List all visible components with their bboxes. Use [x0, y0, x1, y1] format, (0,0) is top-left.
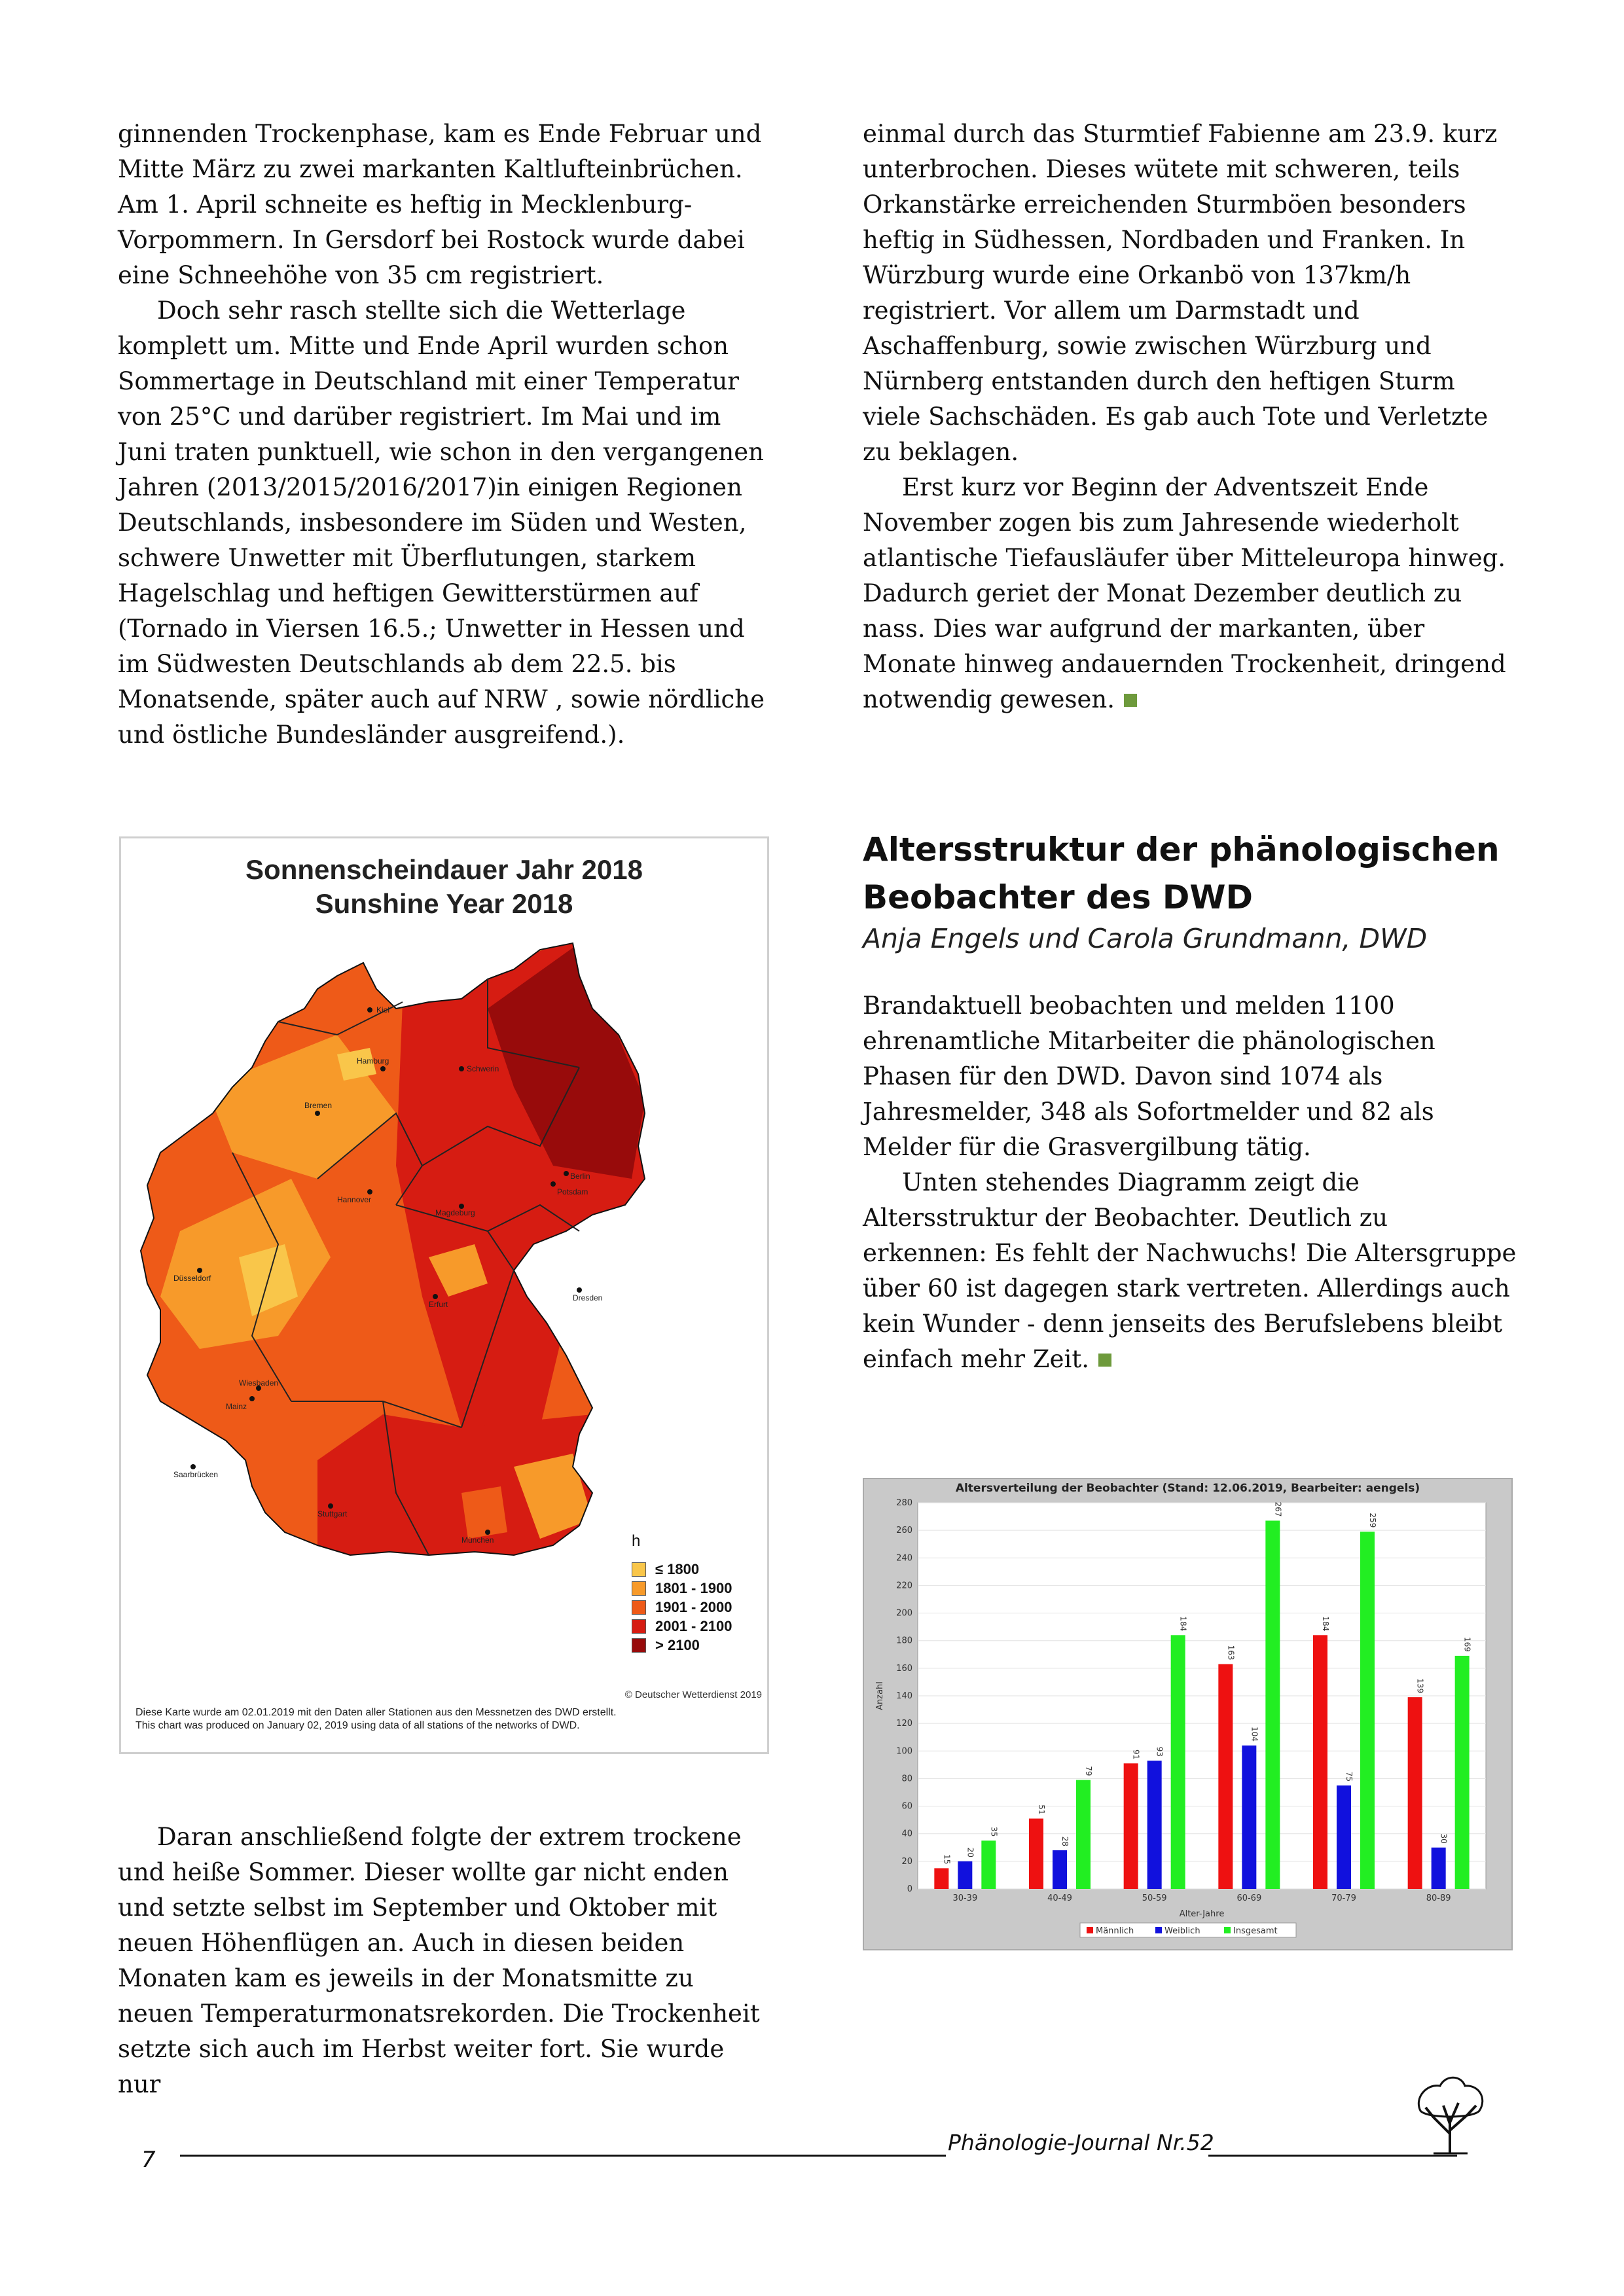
legend-swatch: [632, 1638, 646, 1653]
city-dot: [433, 1294, 438, 1299]
legend-label: Weiblich: [1164, 1926, 1200, 1936]
legend-swatch: [632, 1581, 646, 1596]
legend-item: [632, 1598, 732, 1617]
sunshine-map-figure: [119, 836, 769, 1754]
legend-label: 1801 - 1900: [655, 1579, 732, 1596]
x-axis-label: Alter-Jahre: [1179, 1909, 1225, 1919]
bar-männlich: [1313, 1635, 1327, 1889]
legend-label: Männlich: [1096, 1926, 1134, 1936]
age-distribution-chart: [863, 1478, 1513, 1950]
city-label: München: [461, 1535, 494, 1545]
city-dot: [367, 1007, 372, 1013]
city-label: Dresden: [573, 1293, 603, 1302]
y-tick-label: 60: [901, 1801, 912, 1812]
y-tick-label: 120: [896, 1719, 912, 1729]
city-label: Mainz: [226, 1402, 247, 1411]
bar-value-label: 28: [1060, 1836, 1070, 1846]
bar-value-label: 79: [1084, 1766, 1093, 1776]
bar-value-label: 75: [1344, 1771, 1354, 1782]
bar-value-label: 20: [965, 1847, 975, 1857]
x-tick-label: 30-39: [952, 1893, 978, 1903]
bar-männlich: [1124, 1763, 1138, 1889]
y-tick-label: 80: [901, 1774, 912, 1784]
legend-item: [632, 1560, 732, 1579]
journal-name: Phänologie-Journal Nr.52: [948, 2130, 1214, 2155]
bar-value-label: 104: [1250, 1726, 1259, 1742]
map-note-en: This chart was produced on January 02, 2019 using data of all stations of the networks of DWD.: [135, 1720, 580, 1731]
city-label: Hannover: [337, 1195, 372, 1204]
bar-insgesamt: [981, 1840, 996, 1889]
bar-value-label: 259: [1368, 1513, 1377, 1528]
bar-value-label: 184: [1321, 1616, 1330, 1632]
paragraph-text: Unten stehendes Diagramm zeigt die Altersstruktur der Beobachter. Deutlich zu erkennen: Es fehlt der Nachwuchs! Die Altersgruppe über 60 ist dagegen stark vertreten. Allerdings auch kein Wunder - denn jenseits des Berufslebens bleibt einfach mehr Zeit.: [863, 1168, 1517, 1373]
bar-weiblich: [1432, 1848, 1446, 1889]
right-column-top: [863, 117, 1517, 717]
tree-icon: [1407, 2072, 1492, 2157]
city-dot: [190, 1464, 196, 1469]
bar-value-label: 15: [942, 1854, 952, 1865]
article-authors: Anja Engels und Carola Grundmann, DWD: [863, 923, 1428, 954]
city-dot: [550, 1181, 556, 1187]
bar-chart-svg: [864, 1479, 1511, 1949]
end-mark-icon: [1098, 1354, 1111, 1367]
city-label: Berlin: [570, 1172, 590, 1181]
y-tick-label: 200: [896, 1608, 912, 1619]
legend-label: 1901 - 2000: [655, 1598, 732, 1615]
bar-value-label: 93: [1155, 1746, 1164, 1757]
bar-insgesamt: [1171, 1635, 1185, 1889]
paragraph: [863, 1165, 1517, 1377]
bar-value-label: 35: [989, 1826, 999, 1837]
bar-value-label: 267: [1273, 1501, 1283, 1517]
bar-weiblich: [1337, 1785, 1351, 1889]
chart-legend: [1080, 1923, 1296, 1937]
bar-insgesamt: [1076, 1780, 1091, 1889]
city-label: Hamburg: [357, 1056, 389, 1066]
bar-insgesamt: [1265, 1520, 1280, 1889]
bar-value-label: 163: [1226, 1645, 1236, 1660]
city-dot: [380, 1066, 386, 1071]
legend-swatch: [632, 1600, 646, 1615]
x-tick-label: 80-89: [1426, 1893, 1451, 1903]
legend-label: > 2100: [655, 1636, 700, 1653]
paragraph: ginnenden Trockenphase, kam es Ende Februar und Mitte März zu zwei markanten Kaltlufteinbrüchen. Am 1. April schneite es heftig in Mecklenburg-Vorpommern. In Gersdorf bei Rostock wurde dabei eine Schneehöhe von 35 cm registriert.: [118, 120, 762, 289]
end-mark-icon: [1124, 694, 1137, 707]
city-dot: [564, 1171, 569, 1176]
footer-rule-left: [180, 2155, 946, 2157]
paragraph: einmal durch das Sturmtief Fabienne am 23.9. kurz unterbrochen. Dieses wütete mit schweren, teils Orkanstärke erreichenden Sturmböen besonders heftig in Südhessen, Nordbaden und Franken. In Würzburg wurde eine Orkanbö von 137km/h registriert. Vor allem um Darmstadt und Aschaffenburg, sowie zwischen Würzburg und Nürnberg entstanden durch den heftigen Sturm viele Sachschäden. Es gab auch Tote und Verletzte zu beklagen.: [863, 120, 1498, 466]
paragraph: [863, 470, 1517, 717]
y-tick-label: 180: [896, 1636, 912, 1646]
city-label: Magdeburg: [435, 1208, 475, 1217]
map-note-de: Diese Karte wurde am 02.01.2019 mit den Daten aller Stationen aus den Messnetzen des DWD erstellt.: [135, 1707, 617, 1718]
bar-insgesamt: [1455, 1656, 1470, 1889]
map-title-en: Sunshine Year 2018: [315, 888, 573, 919]
page-number: 7: [141, 2147, 156, 2173]
paragraph: Daran anschließend folgte der extrem trockene und heiße Sommer. Dieser wollte gar nicht enden und setzte selbst im September und Oktober mit neuen Höhenflügen an. Auch in diesen beiden Monaten kam es jeweils in der Monatsmitte zu neuen Temperaturmonatsrekorden. Die Trockenheit setzte sich auch im Herbst weiter fort. Sie wurde nur: [118, 1823, 760, 2098]
legend-label: ≤ 1800: [655, 1560, 700, 1577]
map-legend: [632, 1532, 732, 1655]
bar-weiblich: [1242, 1746, 1256, 1889]
legend-item: [632, 1579, 732, 1598]
bar-value-label: 169: [1462, 1636, 1472, 1652]
legend-item: [632, 1636, 732, 1655]
bar-weiblich: [1147, 1761, 1162, 1889]
chart-title: Altersverteilung der Beobachter (Stand: 12.06.2019, Bearbeiter: aengels): [955, 1482, 1420, 1495]
paragraph: Brandaktuell beobachten und melden 1100 ehrenamtliche Mitarbeiter die phänologischen Phasen für den DWD. Davon sind 1074 als Jahresmelder, 348 als Sofortmelder und 82 als Melder für die Grasvergilbung tätig.: [863, 992, 1435, 1161]
y-tick-label: 100: [896, 1746, 912, 1757]
y-tick-label: 40: [901, 1829, 912, 1839]
legend-swatch: [632, 1619, 646, 1634]
article-body: [863, 988, 1517, 1377]
bar-value-label: 91: [1131, 1749, 1141, 1760]
city-dot: [367, 1189, 372, 1194]
bar-value-label: 30: [1439, 1833, 1449, 1844]
left-column-top: [118, 117, 772, 753]
bar-value-label: 184: [1178, 1616, 1188, 1632]
x-tick-label: 70-79: [1331, 1893, 1356, 1903]
y-axis-label: Anzahl: [875, 1681, 885, 1710]
bar-männlich: [1218, 1664, 1233, 1889]
bar-value-label: 51: [1037, 1804, 1046, 1815]
city-dot: [459, 1066, 464, 1071]
city-label: Wiesbaden: [239, 1378, 279, 1388]
bar-weiblich: [1053, 1850, 1067, 1889]
legend-unit: h: [632, 1532, 641, 1550]
y-tick-label: 0: [907, 1884, 912, 1894]
map-copyright: © Deutscher Wetterdienst 2019: [624, 1689, 762, 1700]
legend-swatch: [1087, 1927, 1093, 1933]
legend-swatch: [632, 1562, 646, 1577]
legend-item: [632, 1617, 732, 1636]
x-tick-label: 50-59: [1142, 1893, 1167, 1903]
bar-insgesamt: [1360, 1532, 1375, 1889]
paragraph: Doch sehr rasch stellte sich die Wetterlage komplett um. Mitte und Ende April wurden schon Sommertage in Deutschland mit einer Temperatur von 25°C und darüber registriert. Im Mai und im Juni traten punktuell, wie schon in den vergangenen Jahren (2013/2015/2016/2017)in einigen Regionen Deutschlands, insbesondere im Süden und Westen, schwere Unwetter mit Überflutungen, starkem Hagelschlag und heftigen Gewitterstürmen auf (Tornado in Viersen 16.5.; Unwetter in Hessen und im Südwesten Deutschlands ab dem 22.5. bis Monatsende, später auch auf NRW , sowie nördliche und östliche Bundesländer ausgreifend.).: [118, 296, 765, 749]
legend-swatch: [1224, 1927, 1231, 1933]
city-label: Erfurt: [429, 1300, 448, 1309]
legend-label: Insgesamt: [1233, 1926, 1278, 1936]
x-tick-label: 40-49: [1047, 1893, 1072, 1903]
city-dot: [197, 1268, 202, 1273]
city-label: Schwerin: [467, 1064, 499, 1073]
city-label: Potsdam: [557, 1187, 588, 1196]
city-label: Stuttgart: [317, 1509, 348, 1518]
city-label: Kiel: [376, 1005, 390, 1014]
y-tick-label: 220: [896, 1581, 912, 1591]
y-tick-label: 20: [901, 1856, 912, 1867]
legend-label: 2001 - 2100: [655, 1617, 732, 1634]
bar-weiblich: [958, 1861, 972, 1889]
bar-männlich: [1029, 1819, 1043, 1889]
y-tick-label: 160: [896, 1663, 912, 1674]
article-title: Altersstruktur der phänologischen Beobachter des DWD: [863, 831, 1500, 916]
left-column-bottom: [118, 1820, 772, 2102]
city-dot: [577, 1287, 582, 1293]
legend-swatch: [1155, 1927, 1162, 1933]
city-dot: [328, 1503, 333, 1509]
y-tick-label: 280: [896, 1498, 912, 1508]
city-label: Düsseldorf: [173, 1274, 211, 1283]
y-tick-label: 140: [896, 1691, 912, 1701]
x-tick-label: 60-69: [1236, 1893, 1262, 1903]
y-tick-label: 260: [896, 1526, 912, 1536]
city-dot: [485, 1530, 490, 1535]
paragraph-text: Erst kurz vor Beginn der Adventszeit Ende November zogen bis zum Jahresende wiederholt atlantische Tiefausläufer über Mitteleuropa hinweg. Dadurch geriet der Monat Dezember deutlich zu nass. Dies war aufgrund der markanten, über Monate hinweg andauernden Trockenheit, dringend notwendig gewesen.: [863, 473, 1506, 713]
city-dot: [249, 1396, 255, 1401]
city-label: Bremen: [304, 1101, 333, 1110]
bar-value-label: 139: [1415, 1678, 1425, 1694]
map-title-de: Sonnenscheindauer Jahr 2018: [245, 854, 643, 885]
bar-männlich: [1408, 1697, 1422, 1889]
city-label: Saarbrücken: [173, 1470, 219, 1479]
bar-männlich: [934, 1868, 948, 1889]
map-note: [135, 1706, 617, 1732]
city-dot: [315, 1111, 320, 1116]
y-tick-label: 240: [896, 1553, 912, 1564]
